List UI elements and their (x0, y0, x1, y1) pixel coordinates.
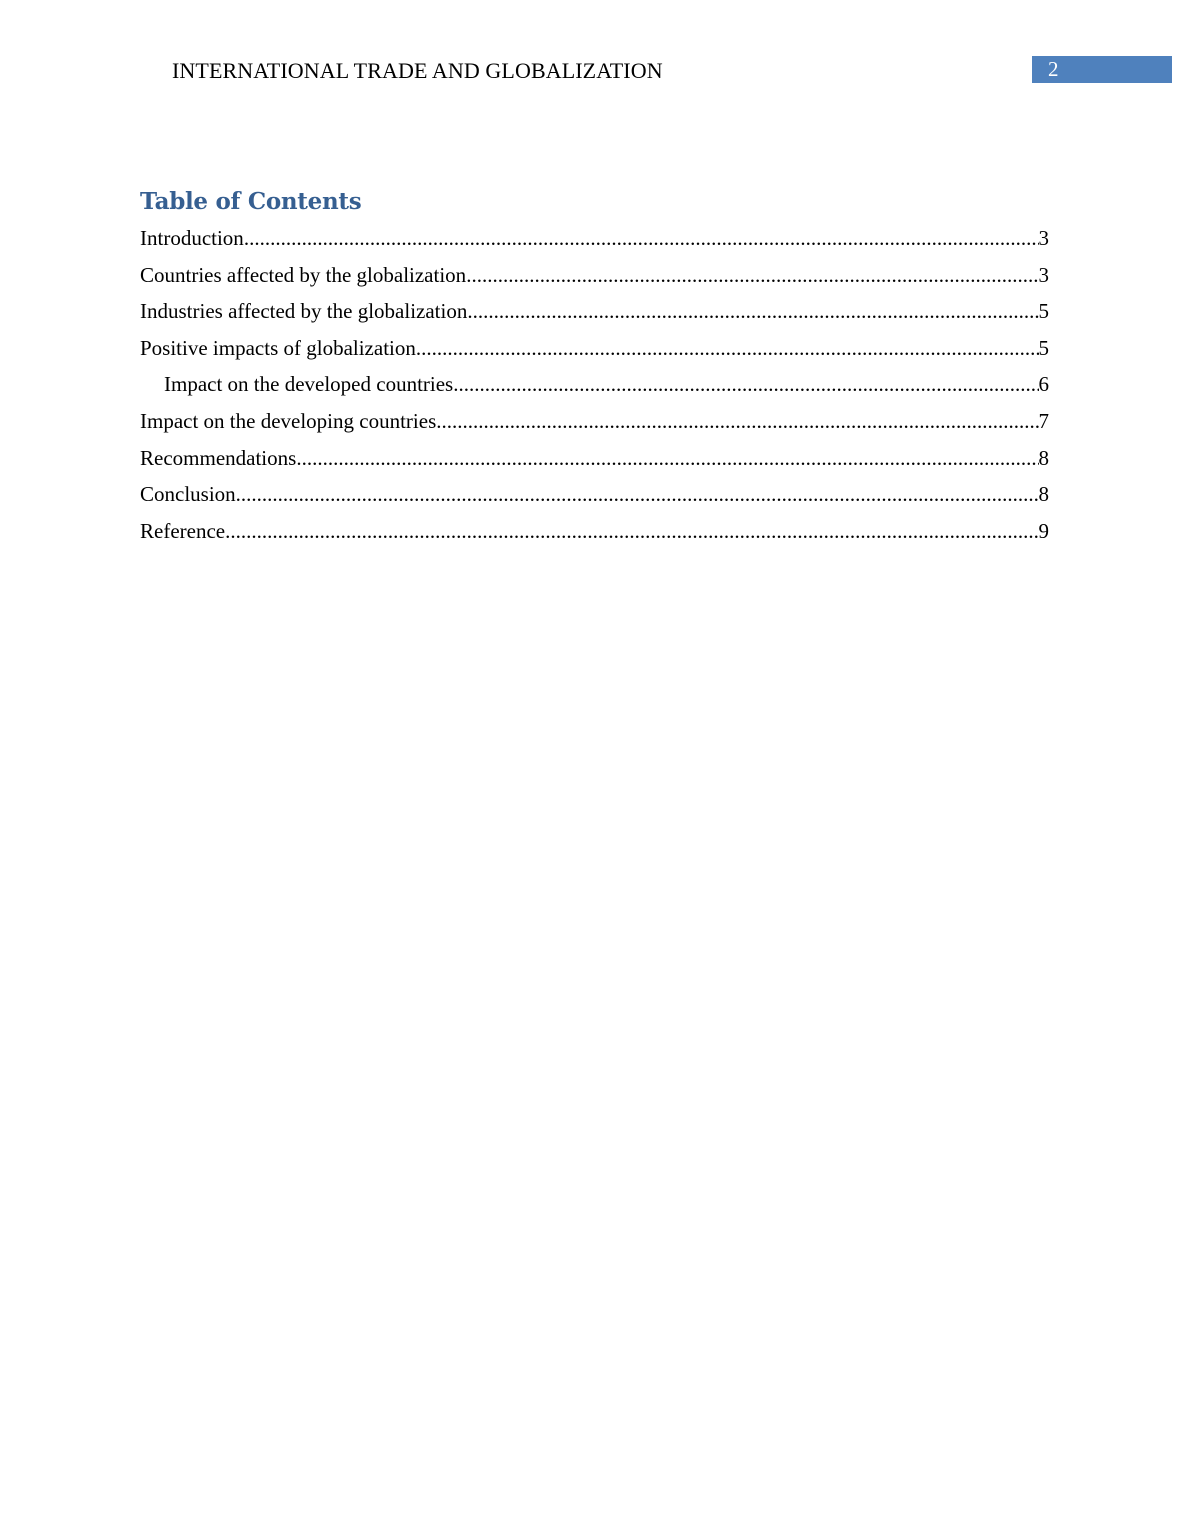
toc-entry-page: 3 (1038, 262, 1049, 287)
toc-entry-developed-countries[interactable] (140, 369, 1049, 406)
toc-entry-title: Introduction (140, 226, 244, 250)
toc-dot-leader (466, 260, 1038, 290)
toc-entry-countries-affected[interactable] (140, 260, 1049, 297)
toc-heading: Table of Contents (140, 188, 362, 215)
toc-entry-positive-impacts[interactable] (140, 333, 1049, 370)
toc-entry-reference[interactable] (140, 516, 1049, 553)
toc-entry-conclusion[interactable] (140, 479, 1049, 516)
toc-entry-page: 7 (1038, 408, 1049, 433)
toc-list (140, 223, 1049, 552)
toc-entry-page: 8 (1038, 482, 1049, 507)
toc-dot-leader (296, 443, 1038, 473)
toc-entry-page: 5 (1038, 335, 1049, 360)
toc-entry-title: Countries affected by the globalization (140, 262, 467, 287)
toc-dot-leader (225, 516, 1038, 546)
toc-entry-recommendations[interactable] (140, 443, 1049, 480)
toc-entry-page: 9 (1038, 518, 1049, 543)
toc-entry-title: Impact on the developed countries (164, 372, 454, 397)
toc-dot-leader (453, 369, 1038, 399)
toc-entry-page: 8 (1038, 445, 1049, 470)
toc-entry-industries-affected[interactable] (140, 296, 1049, 333)
toc-entry-title: Industries affected by the globalization (140, 299, 468, 324)
toc-entry-developing-countries[interactable] (140, 406, 1049, 443)
toc-entry-page: 6 (1038, 372, 1049, 397)
toc-entry-introduction[interactable] (140, 223, 1049, 260)
toc-entry-title: Reference (140, 518, 226, 543)
page-number-badge: 2 (1032, 56, 1172, 83)
running-header-title: INTERNATIONAL TRADE AND GLOBALIZATION (172, 58, 663, 83)
toc-dot-leader (467, 296, 1038, 326)
toc-entry-page: 5 (1038, 299, 1049, 324)
toc-entry-title: Positive impacts of globalization (140, 335, 416, 360)
toc-entry-title: Recommendations (140, 445, 297, 470)
toc-dot-leader (416, 333, 1039, 363)
toc-dot-leader (244, 223, 1039, 253)
toc-dot-leader (436, 406, 1038, 436)
toc-entry-title: Impact on the developing countries (140, 408, 437, 433)
toc-entry-title: Conclusion (140, 482, 236, 507)
toc-entry-page: 3 (1038, 226, 1049, 250)
toc-dot-leader (236, 479, 1039, 509)
